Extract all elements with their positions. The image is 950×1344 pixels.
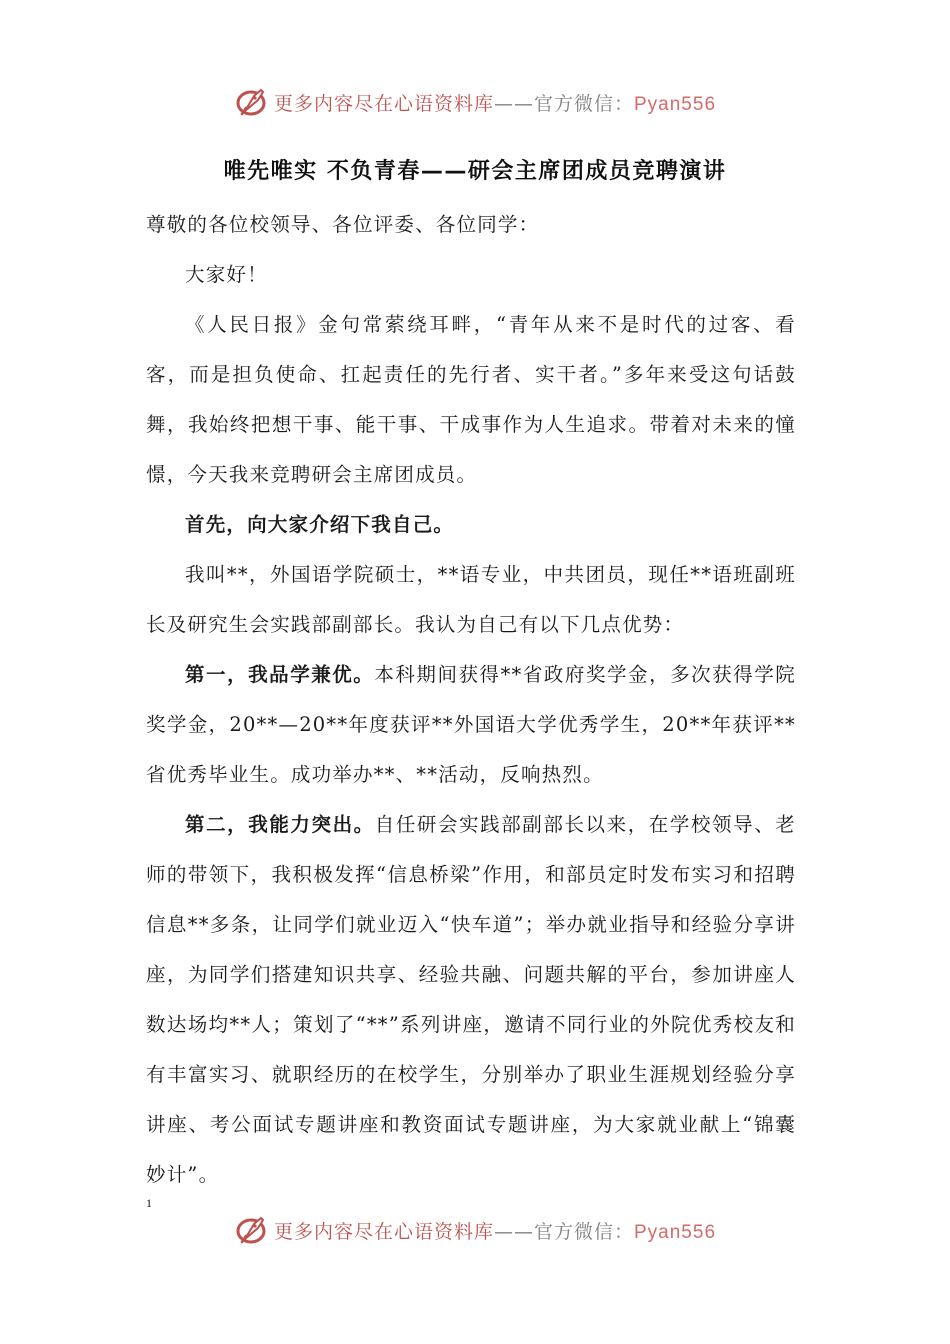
salutation-paragraph: 尊敬的各位校领导、各位评委、各位同学： xyxy=(146,213,540,236)
banner-separator: —— xyxy=(493,1220,534,1243)
pen-nib-logo-icon xyxy=(234,84,270,120)
greeting-paragraph: 大家好！ xyxy=(185,263,268,286)
document-body xyxy=(146,200,796,1200)
banner-brand-text: 更多内容尽在心语资料库 xyxy=(273,1220,494,1243)
quote-paragraph: 《人民日报》金句常萦绕耳畔，“青年从来不是时代的过客、看客，而是担负使命、扛起责任的先行者、实干者。”多年来受这句话鼓舞，我始终把想干事、能干事、干成事作为人生追求。带着对未来的憧憬，今天我来竞聘研会主席团成员。 xyxy=(146,313,796,486)
advantage-two-lead: 第二，我能力突出。 xyxy=(185,813,375,836)
banner-separator: —— xyxy=(493,92,534,115)
pen-nib-logo-icon xyxy=(234,1212,270,1248)
self-intro-paragraph: 我叫**，外国语学院硕士，**语专业，中共团员，现任**语班副班长及研究生会实践部副部长。我认为自己有以下几点优势： xyxy=(146,563,796,636)
banner-brand-text: 更多内容尽在心语资料库 xyxy=(273,92,494,115)
advantage-one-paragraph xyxy=(146,650,796,800)
advantage-one-lead: 第一，我品学兼优。 xyxy=(185,663,375,686)
banner-wechat-label: 官方微信： xyxy=(533,92,634,115)
banner-wechat-label: 官方微信： xyxy=(533,1220,634,1243)
advantage-one-body: 本科期间获得**省政府奖学金，多次获得学院奖学金，20**—20**年度获评**外国语大学优秀学生，20**年获评**省优秀毕业生。成功举办**、**活动，反响热烈。 xyxy=(146,663,796,786)
advantage-two-paragraph xyxy=(146,800,796,1200)
header-watermark-banner xyxy=(0,80,950,124)
page-number: 1 xyxy=(146,1196,152,1210)
footer-watermark-banner xyxy=(0,1208,950,1252)
banner-wechat-id: Pyan556 xyxy=(634,1221,717,1243)
advantage-two-body: 自任研会实践部副部长以来，在学校领导、老师的带领下，我积极发挥“信息桥梁”作用，和部员定时发布实习和招聘信息**多条，让同学们就业迈入“快车道”；举办就业指导和经验分享讲座，为同学们搭建知识共享、经验共融、问题共解的平台，参加讲座人数达场均**人；策划了“**”系列讲座，邀请不同行业的外院优秀校友和有丰富实习、就职经历的在校学生，分别举办了职业生涯规划经验分享讲座、考公面试专题讲座和教资面试专题讲座，为大家就业献上“锦囊妙计”。 xyxy=(146,813,796,1186)
document-title: 唯先唯实 不负青春——研会主席团成员竞聘演讲 xyxy=(223,159,727,184)
section-intro-heading: 首先，向大家介绍下我自己。 xyxy=(185,513,455,536)
banner-wechat-id: Pyan556 xyxy=(634,93,717,115)
